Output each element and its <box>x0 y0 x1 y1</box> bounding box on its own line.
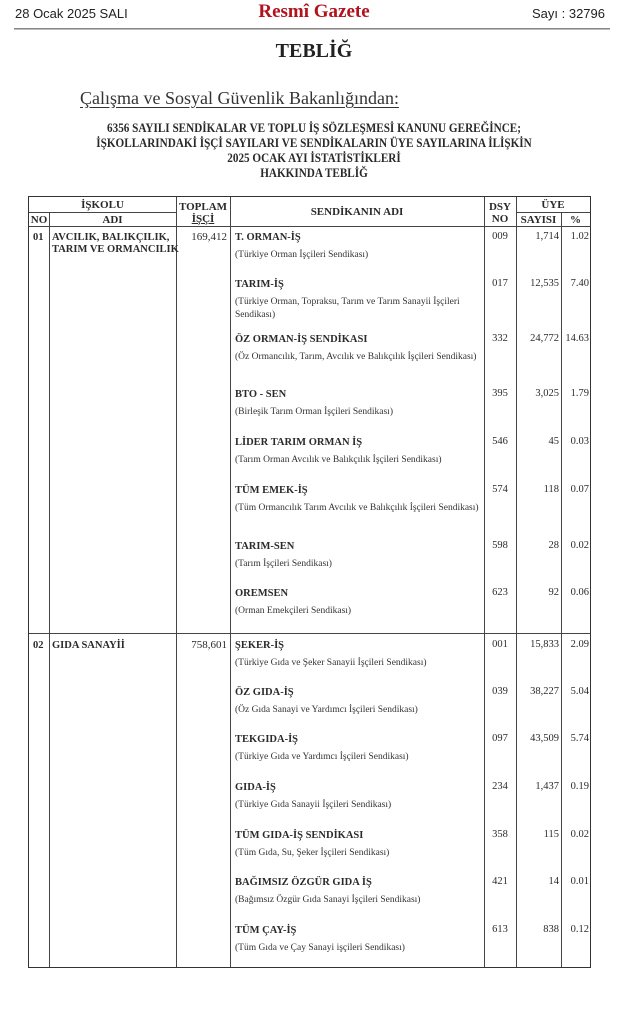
union-member-count: 1,437 <box>535 781 559 792</box>
union-member-percent: 0.03 <box>570 436 589 447</box>
union-cell <box>235 733 485 764</box>
union-full-name: (Türkiye Gıda ve Yardımcı İşçileri Sendikası) <box>235 752 409 762</box>
union-cell <box>235 781 485 812</box>
group-separator <box>29 633 590 634</box>
union-member-percent: 2.09 <box>570 639 589 650</box>
union-member-percent: 0.06 <box>570 587 589 598</box>
union-short-name: BAĞIMSIZ ÖZGÜR GIDA İŞ <box>235 877 372 888</box>
union-member-count: 43,509 <box>530 733 559 744</box>
union-cell <box>235 333 485 364</box>
union-short-name: TÜM EMEK-İŞ <box>235 485 308 496</box>
union-short-name: TARIM-İŞ <box>235 279 284 290</box>
union-dsy-no: 623 <box>492 587 508 598</box>
header-uye: ÜYE <box>541 199 565 211</box>
union-full-name: (Türkiye Orman, Topraksu, Tarım ve Tarım Sanayii İşçileri Sendikası) <box>235 297 460 320</box>
header-divider <box>14 28 610 30</box>
union-short-name: TEKGIDA-İŞ <box>235 734 299 745</box>
union-cell <box>235 686 485 717</box>
union-dsy-no: 097 <box>492 733 508 744</box>
union-dsy-no: 574 <box>492 484 508 495</box>
union-member-percent: 0.02 <box>570 829 589 840</box>
union-member-percent: 14.63 <box>565 333 589 344</box>
union-member-count: 118 <box>543 484 559 495</box>
sector-no: 01 <box>33 232 44 243</box>
union-member-count: 92 <box>548 587 559 598</box>
sector-name: AVCILIK, BALIKÇILIK, TARIM VE ORMANCILIK <box>52 232 179 255</box>
column-divider <box>230 197 231 967</box>
union-member-percent: 0.07 <box>570 484 589 495</box>
document-type: TEBLİĞ <box>275 40 353 62</box>
header-no: NO <box>30 214 48 226</box>
union-member-percent: 5.74 <box>570 733 589 744</box>
heading-line: 2025 OCAK AYI İSTATİSTİKLERİ <box>227 150 401 165</box>
union-cell <box>235 829 485 860</box>
union-member-count: 115 <box>543 829 559 840</box>
union-short-name: TÜM ÇAY-İŞ <box>235 925 297 936</box>
sector-total-workers: 169,412 <box>191 231 227 243</box>
union-member-percent: 0.02 <box>570 540 589 551</box>
heading-line: İŞKOLLARINDAKİ İŞÇİ SAYILARI VE SENDİKALARIN ÜYE SAYILARINA İLİŞKİN <box>96 135 532 150</box>
heading-line: HAKKINDA TEBLİĞ <box>260 165 368 180</box>
union-cell <box>235 436 485 467</box>
union-dsy-no: 332 <box>492 333 508 344</box>
union-short-name: ÖZ ORMAN-İŞ SENDİKASI <box>235 334 368 345</box>
union-cell <box>235 484 485 515</box>
union-member-percent: 7.40 <box>570 278 589 289</box>
column-divider <box>49 213 50 967</box>
union-member-count: 45 <box>548 436 559 447</box>
union-member-percent: 0.12 <box>570 924 589 935</box>
header-subdivider <box>29 212 176 213</box>
header-toplam: TOPLAM İŞÇİ <box>178 201 228 225</box>
union-short-name: ŞEKER-İŞ <box>235 640 285 651</box>
header-sayisi: SAYISI <box>520 214 557 226</box>
union-member-count: 12,535 <box>530 278 559 289</box>
union-short-name: LİDER TARIM ORMAN İŞ <box>235 437 363 448</box>
union-member-count: 15,833 <box>530 639 559 650</box>
sector-no: 02 <box>33 640 44 651</box>
union-short-name: T. ORMAN-İŞ <box>235 232 301 243</box>
union-full-name: (Birleşik Tarım Orman İşçileri Sendikası) <box>235 407 393 417</box>
union-dsy-no: 358 <box>492 829 508 840</box>
union-cell <box>235 587 485 618</box>
union-full-name: (Tüm Gıda ve Çay Sanayi işçileri Sendikası) <box>235 943 405 953</box>
union-member-percent: 0.01 <box>570 876 589 887</box>
union-member-count: 24,772 <box>530 333 559 344</box>
ministry-name: Çalışma ve Sosyal Güvenlik Bakanlığından: <box>80 88 399 108</box>
union-dsy-no: 017 <box>492 278 508 289</box>
sector-total-workers: 758,601 <box>191 639 227 651</box>
union-member-count: 38,227 <box>530 686 559 697</box>
header-percent: % <box>570 214 581 226</box>
union-full-name: (Türkiye Gıda Sanayii İşçileri Sendikası) <box>235 800 392 810</box>
union-full-name: (Tüm Gıda, Su, Şeker İşçileri Sendikası) <box>235 848 390 858</box>
header-iskolu: İŞKOLU <box>81 199 124 211</box>
header-subdivider <box>516 212 590 213</box>
union-short-name: ÖZ GIDA-İŞ <box>235 687 294 698</box>
header-sendika-adi: SENDİKANIN ADI <box>310 206 404 218</box>
gazette-header <box>0 0 628 30</box>
union-statistics-table <box>28 196 591 968</box>
header-dsy-no: DSY NO <box>488 201 511 225</box>
issue-date: 28 Ocak 2025 SALI <box>15 6 128 21</box>
union-member-count: 1,714 <box>535 231 559 242</box>
union-dsy-no: 546 <box>492 436 508 447</box>
union-dsy-no: 613 <box>492 924 508 935</box>
header-adi: ADI <box>102 214 123 226</box>
union-full-name: (Öz Gıda Sanayi ve Yardımcı İşçileri Sendikası) <box>235 705 418 715</box>
union-member-percent: 0.19 <box>570 781 589 792</box>
column-divider <box>176 197 177 967</box>
gazette-title: Resmî Gazete <box>258 1 370 22</box>
sector-name: GIDA SANAYİİ <box>52 640 125 651</box>
union-full-name: (Öz Ormancılık, Tarım, Avcılık ve Balıkçılık İşçileri Sendikası) <box>235 352 477 362</box>
union-member-percent: 5.04 <box>570 686 589 697</box>
union-short-name: TARIM-SEN <box>235 541 295 552</box>
union-full-name: (Türkiye Orman İşçileri Sendikası) <box>235 250 369 260</box>
union-full-name: (Türkiye Gıda ve Şeker Sanayii İşçileri Sendikası) <box>235 658 427 668</box>
union-cell <box>235 278 485 322</box>
union-short-name: BTO - SEN <box>235 389 287 400</box>
union-cell <box>235 924 485 955</box>
union-cell <box>235 540 485 571</box>
column-divider <box>516 197 517 967</box>
union-full-name: (Tarım Orman Avcılık ve Balıkçılık İşçileri Sendikası) <box>235 455 442 465</box>
union-short-name: OREMSEN <box>235 588 289 599</box>
issue-number: Sayı : 32796 <box>532 6 605 21</box>
union-cell <box>235 231 485 262</box>
union-short-name: GIDA-İŞ <box>235 782 276 793</box>
union-cell <box>235 876 485 907</box>
union-member-count: 28 <box>548 540 559 551</box>
union-full-name: (Bağımsız Özgür Gıda Sanayi İşçileri Sendikası) <box>235 895 421 905</box>
union-member-count: 3,025 <box>535 388 559 399</box>
union-full-name: (Orman Emekçileri Sendikası) <box>235 606 352 616</box>
union-short-name: TÜM GIDA-İŞ SENDİKASI <box>235 830 364 841</box>
union-member-count: 838 <box>543 924 559 935</box>
union-full-name: (Tarım İşçileri Sendikası) <box>235 559 332 569</box>
union-dsy-no: 001 <box>492 639 508 650</box>
union-member-count: 14 <box>548 876 559 887</box>
union-dsy-no: 395 <box>492 388 508 399</box>
union-member-percent: 1.79 <box>570 388 589 399</box>
document-heading <box>44 120 584 180</box>
heading-line: 6356 SAYILI SENDİKALAR VE TOPLU İŞ SÖZLEŞMESİ KANUNU GEREĞİNCE; <box>107 120 521 135</box>
union-cell <box>235 388 485 419</box>
union-full-name: (Tüm Ormancılık Tarım Avcılık ve Balıkçılık İşçileri Sendikası) <box>235 503 479 513</box>
union-dsy-no: 421 <box>492 876 508 887</box>
union-dsy-no: 234 <box>492 781 508 792</box>
union-dsy-no: 009 <box>492 231 508 242</box>
union-dsy-no: 598 <box>492 540 508 551</box>
union-member-percent: 1.02 <box>570 231 589 242</box>
union-cell <box>235 639 485 670</box>
union-dsy-no: 039 <box>492 686 508 697</box>
header-bottom-rule <box>29 226 590 227</box>
